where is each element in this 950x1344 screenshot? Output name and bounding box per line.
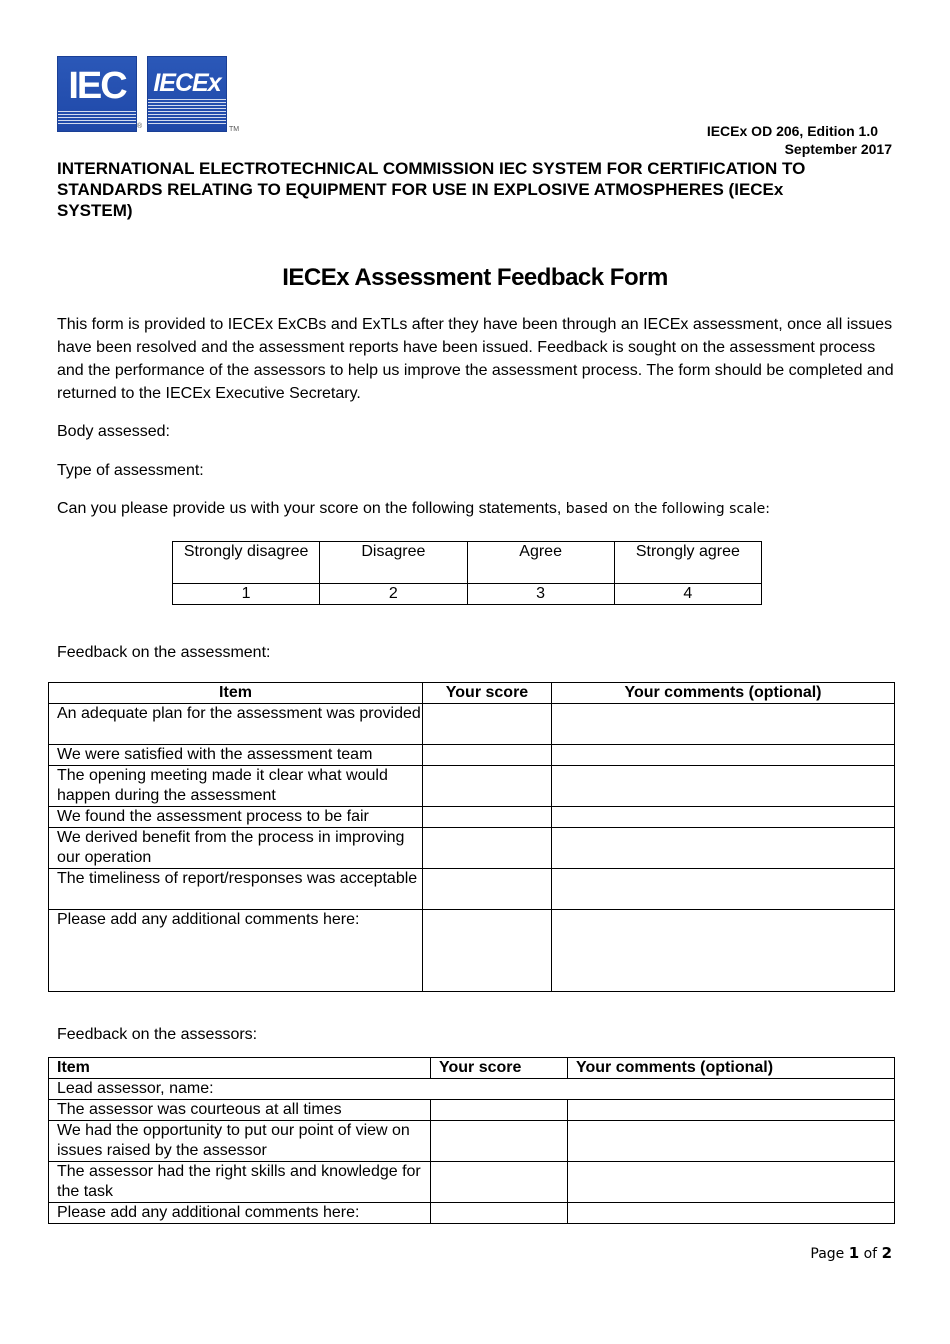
scale-label: Disagree [320, 542, 467, 584]
score-cell[interactable] [431, 1162, 568, 1203]
document-reference [707, 122, 892, 158]
score-cell[interactable] [423, 766, 552, 807]
scale-value: 2 [320, 584, 467, 605]
score-cell[interactable] [423, 807, 552, 828]
item-cell: The assessor had the right skills and knowledge for the task [49, 1162, 431, 1203]
scale-value: 1 [173, 584, 320, 605]
scale-question-text: Can you please provide us with your score on the following statements, [57, 500, 562, 517]
scale-value: 3 [467, 584, 614, 605]
lead-assessor-cell[interactable]: Lead assessor, name: [49, 1079, 895, 1100]
column-header-score: Your score [423, 683, 552, 704]
scale-table [172, 541, 762, 605]
table-row [49, 1121, 895, 1162]
scale-label: Strongly agree [614, 542, 761, 584]
column-header-comments: Your comments (optional) [568, 1058, 895, 1079]
table-row [49, 1100, 895, 1121]
table-row [49, 704, 895, 745]
item-cell: The opening meeting made it clear what would happen during the assessment [49, 766, 423, 807]
comment-cell[interactable] [568, 1121, 895, 1162]
score-cell[interactable] [423, 745, 552, 766]
trademark-mark: TM [229, 126, 240, 133]
comment-cell[interactable] [552, 807, 895, 828]
iecex-logo-stripes [148, 99, 226, 125]
doc-ref: IECEx OD 206, Edition 1.0 [706, 123, 878, 139]
comment-cell[interactable] [552, 828, 895, 869]
score-cell[interactable] [423, 869, 552, 910]
comment-cell[interactable] [568, 1162, 895, 1203]
score-cell[interactable] [423, 828, 552, 869]
item-cell: We were satisfied with the assessment team [49, 745, 423, 766]
comment-cell[interactable] [568, 1203, 895, 1224]
assessment-feedback-table [48, 682, 895, 992]
of-word: of [859, 1246, 882, 1262]
type-of-assessment-label: Type of assessment: [57, 462, 204, 479]
table-row [49, 828, 895, 869]
comment-cell[interactable] [552, 745, 895, 766]
comment-cell[interactable] [552, 869, 895, 910]
page-title: IECEx Assessment Feedback Form [282, 264, 668, 291]
iecex-logo [147, 56, 227, 132]
column-header-score: Your score [431, 1058, 568, 1079]
registered-mark: ® [137, 123, 143, 130]
scale-label: Agree [467, 542, 614, 584]
score-cell[interactable] [431, 1121, 568, 1162]
assessors-feedback-table [48, 1057, 895, 1224]
comment-cell[interactable] [552, 910, 895, 992]
table-row [49, 910, 895, 992]
table-row [49, 869, 895, 910]
scale-question-small: based on the following scale: [561, 501, 770, 517]
assessment-section-heading: Feedback on the assessment: [57, 644, 271, 661]
table-row [49, 766, 895, 807]
comment-cell[interactable] [552, 766, 895, 807]
page-total: 2 [881, 1244, 892, 1262]
assessors-section-heading: Feedback on the assessors: [57, 1026, 258, 1043]
intro-paragraph: This form is provided to IECEx ExCBs and ExTLs after they have been through an IECEx assessment, once all issues have been resolved and the assessment reports have been issued. Feedback is sought on the assessment process and the performance of the assessors to help us improve the assessment process. The form should be completed and returned to the IECEx Executive Secretary. [57, 316, 894, 402]
page-number [810, 1244, 892, 1262]
table-row [49, 745, 895, 766]
table-row [49, 1162, 895, 1203]
scale-question [57, 500, 770, 518]
score-cell[interactable] [431, 1203, 568, 1224]
column-header-item: Item [49, 1058, 431, 1079]
iec-logo-text: IEC [68, 65, 126, 107]
score-cell[interactable] [423, 704, 552, 745]
page-word: Page [810, 1246, 849, 1262]
doc-date: September 2017 [784, 141, 892, 157]
organization-heading: INTERNATIONAL ELECTROTECHNICAL COMMISSION IEC SYSTEM FOR CERTIFICATION TO STANDARDS RELATING TO EQUIPMENT FOR USE IN EXPLOSIVE ATMOSPHERES (IECEx SYSTEM) [57, 159, 806, 220]
body-assessed-label: Body assessed: [57, 423, 170, 440]
scale-label: Strongly disagree [173, 542, 320, 584]
column-header-item: Item [49, 683, 423, 704]
table-row [49, 1079, 895, 1100]
comment-cell[interactable] [568, 1100, 895, 1121]
score-cell[interactable] [423, 910, 552, 992]
item-cell: The assessor was courteous at all times [49, 1100, 431, 1121]
iecex-logo-text: IECEx [153, 69, 221, 97]
table-row [49, 1203, 895, 1224]
item-cell: We had the opportunity to put our point of view on issues raised by the assessor [49, 1121, 431, 1162]
table-row [49, 807, 895, 828]
score-cell[interactable] [431, 1100, 568, 1121]
comment-cell[interactable] [552, 704, 895, 745]
iec-logo-stripes [58, 111, 136, 125]
scale-value: 4 [614, 584, 761, 605]
page-current: 1 [848, 1244, 860, 1262]
item-cell: Please add any additional comments here: [49, 1203, 431, 1224]
item-cell: An adequate plan for the assessment was provided [49, 704, 423, 745]
item-cell: The timeliness of report/responses was acceptable [49, 869, 423, 910]
iec-logo [57, 56, 137, 132]
item-cell: We derived benefit from the process in improving our operation [49, 828, 423, 869]
item-cell: We found the assessment process to be fair [49, 807, 423, 828]
column-header-comments: Your comments (optional) [552, 683, 895, 704]
item-cell: Please add any additional comments here: [49, 910, 423, 992]
